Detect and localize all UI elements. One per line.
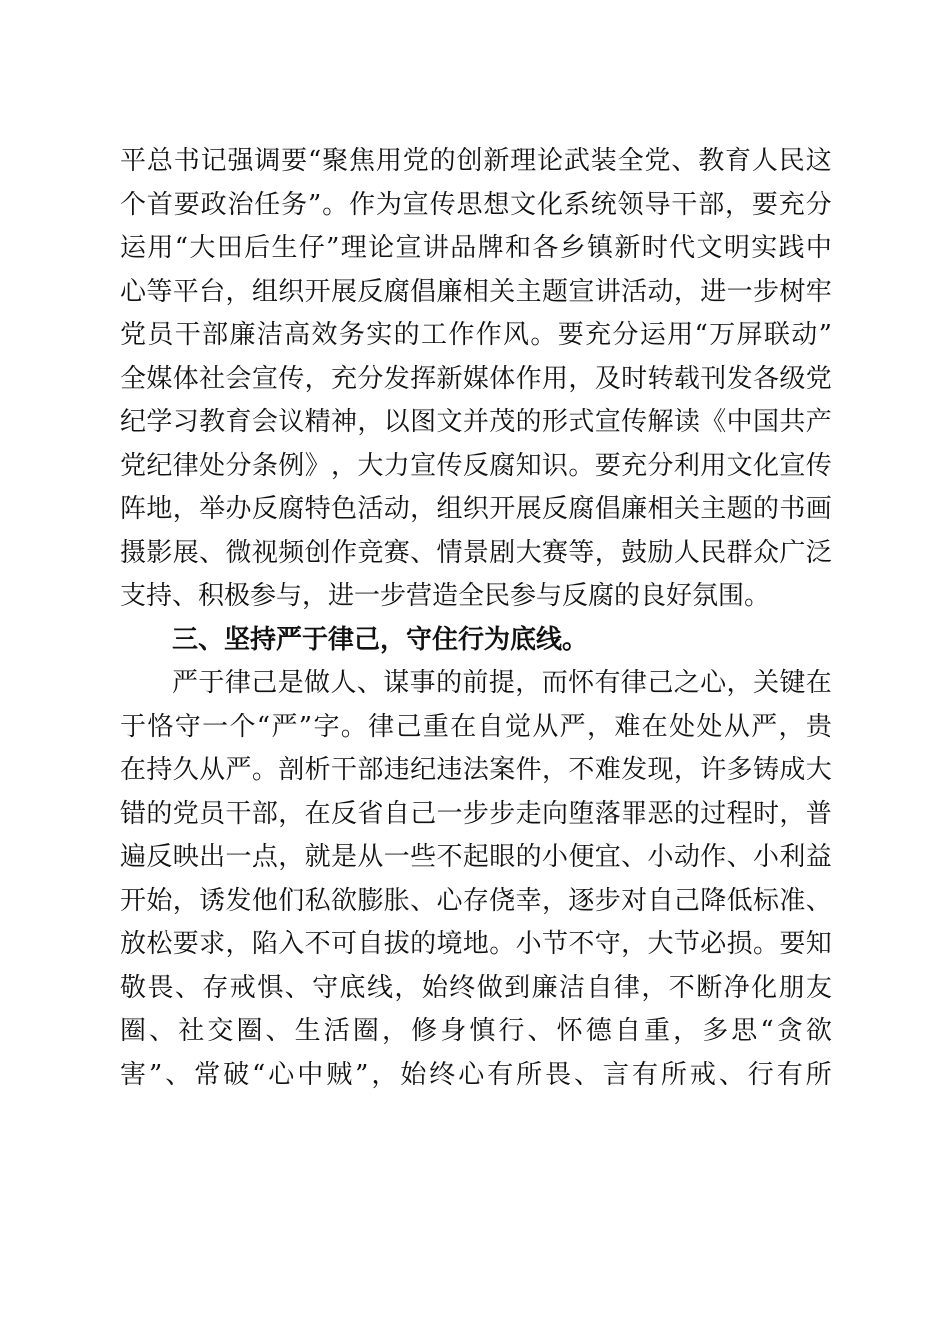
text-line: 于 恪 守 一 个 “ 严 ” 字 。 律 己 重 在 自 觉 从 严 ， 难 在 处 处 从 严 ， 贵 [120, 711, 832, 742]
text-line: 个 首 要 政 治 任 务 ” 。 作 为 宣 传 思 想 文 化 系 统 领 导 干 部 ， 要 充 分 [120, 189, 832, 220]
body-text [120, 140, 832, 1097]
text-line: 支持、积极参与，进一步营造全民参与反腐的良好氛围。 [120, 581, 771, 611]
paragraph-1 [120, 140, 832, 619]
text-line: 运 用 “ 大 田 后 生 仔 ” 理 论 宣 讲 品 牌 和 各 乡 镇 新 时 代 文 明 实 践 中 [120, 233, 832, 263]
text-line: 在 持 久 从 严 。 剖 析 干 部 违 纪 违 法 案 件 ， 不 难 发 现 ， 许 多 铸 成 大 [120, 755, 832, 785]
text-line: 错 的 党 员 干 部 ， 在 反 省 自 己 一 步 步 走 向 堕 落 罪 恶 的 过 程 时 ， 普 [120, 798, 832, 829]
text-line: 严 于 律 己 是 做 人 、 谋 事 的 前 提 ， 而 怀 有 律 己 之 心 ， 关 键 在 [120, 668, 832, 698]
text-line: 遍 反 映 出 一 点 ， 就 是 从 一 些 不 起 眼 的 小 便 宜 、 小 动 作 、 小 利 益 [120, 842, 832, 872]
text-line: 敬 畏 、 存 戒 惧 、 守 底 线 ， 始 终 做 到 廉 洁 自 律 ， 不 断 净 化 朋 友 [120, 972, 832, 1003]
text-line: 纪 学 习 教 育 会 议 精 神 ， 以 图 文 并 茂 的 形 式 宣 传 解 读 《 中 国 共 产 [120, 407, 832, 437]
text-line: 平 总 书 记 强 调 要 “ 聚 焦 用 党 的 创 新 理 论 武 装 全 党 、 教 育 人 民 这 [120, 146, 832, 176]
text-line: 圈 、 社 交 圈 、 生 活 圈 ， 修 身 慎 行 、 怀 德 自 重 ， 多 思 “ 贪 欲 [120, 1016, 832, 1046]
text-line: 放 松 要 求 ， 陷 入 不 可 自 拔 的 境 地 。 小 节 不 守 ， 大 节 必 损 。 要 知 [120, 929, 832, 959]
text-line: 党 纪 律 处 分 条 例 》 ， 大 力 宣 传 反 腐 知 识 。 要 充 分 利 用 文 化 宣 传 [120, 450, 832, 481]
paragraph-2 [120, 662, 832, 1097]
text-line: 党 员 干 部 廉 洁 高 效 务 实 的 工 作 作 风 。 要 充 分 运 用 “ 万 屏 联 动 ” [120, 320, 832, 350]
text-line: 全 媒 体 社 会 宣 传 ， 充 分 发 挥 新 媒 体 作 用 ， 及 时 转 载 刊 发 各 级 党 [120, 363, 832, 394]
text-line: 阵 地 ， 举 办 反 腐 特 色 活 动 ， 组 织 开 展 反 腐 倡 廉 相 关 主 题 的 书 画 [120, 494, 832, 524]
section-heading: 三、坚持严于律己，守住行为底线。 [172, 624, 589, 655]
text-line: 害 ” 、 常 破 “ 心 中 贼 ” ， 始 终 心 有 所 畏 、 言 有 所 戒 、 行 有 所 [120, 1059, 832, 1090]
text-line: 心 等 平 台 ， 组 织 开 展 反 腐 倡 廉 相 关 主 题 宣 讲 活 动 ， 进 一 步 树 牢 [120, 276, 832, 307]
text-line: 摄 影 展 、 微 视 频 创 作 竞 赛 、 情 景 剧 大 赛 等 ， 鼓 励 人 民 群 众 广 泛 [120, 537, 832, 568]
text-line: 开 始 ， 诱 发 他 们 私 欲 膨 胀 、 心 存 侥 幸 ， 逐 步 对 自 己 降 低 标 准 、 [120, 885, 832, 916]
